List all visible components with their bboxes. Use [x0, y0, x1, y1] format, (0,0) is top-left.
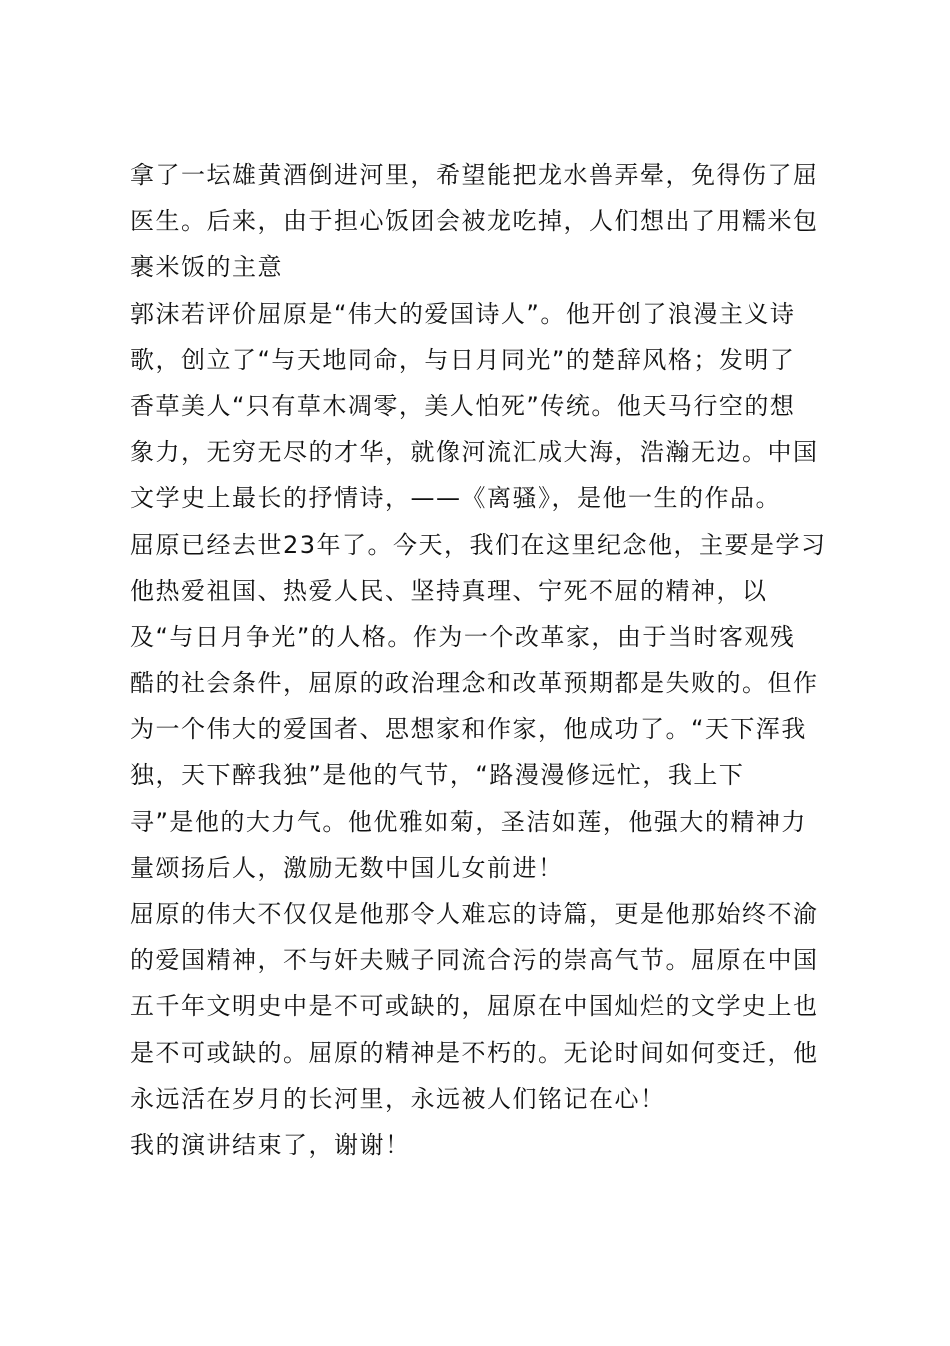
text-line: 象力，无穷无尽的才华，就像河流汇成大海，浩瀚无边。中国: [130, 438, 819, 467]
text-line: 及“与日月争光”的人格。作为一个改革家，由于当时客观残: [130, 622, 796, 651]
text-line: 酷的社会条件，屈原的政治理念和改革预期都是失败的。但作: [130, 669, 819, 698]
text-line: 五千年文明史中是不可或缺的，屈原在中国灿烂的文学史上也: [130, 992, 819, 1021]
text-line: 屈原已经去世23年了。今天，我们在这里纪念他，主要是学习: [130, 530, 827, 559]
text-line: 屈原的伟大不仅仅是他那令人难忘的诗篇，更是他那始终不渝: [130, 900, 819, 928]
text-line: 永远活在岁月的长河里，永远被人们铭记在心！: [130, 1084, 666, 1113]
text-line: 拿了一坛雄黄酒倒进河里，希望能把龙水兽弄晕，免得伤了屈: [130, 161, 819, 189]
text-line: 裹米饭的主意: [130, 253, 283, 282]
text-line: 寻”是他的大力气。他优雅如菊，圣洁如莲，他强大的精神力: [130, 807, 807, 836]
text-line: 量颂扬后人，激励无数中国儿女前进！: [130, 853, 564, 882]
text-line: 郭沫若评价屈原是“伟大的爱国诗人”。他开创了浪漫主义诗: [130, 299, 796, 328]
text-line: 歌，创立了“与天地同命，与日月同光”的楚辞风格；发明了: [130, 345, 796, 374]
text-line: 是不可或缺的。屈原的精神是不朽的。无论时间如何变迁，他: [130, 1038, 819, 1067]
text-line: 文学史上最长的抒情诗，——《离骚》，是他一生的作品。: [130, 484, 781, 513]
document-page: [130, 152, 830, 1168]
text-line: 独，天下醉我独”是他的气节，“路漫漫修远忙，我上下: [130, 761, 745, 790]
text-line: 的爱国精神，不与奸夫贼子同流合污的崇高气节。屈原在中国: [130, 946, 819, 975]
text-line: 为一个伟大的爱国者、思想家和作家，他成功了。“天下浑我: [130, 715, 807, 744]
text-line: 香草美人“只有草木凋零，美人怕死”传统。他天马行空的想: [130, 391, 796, 420]
text-line: 医生。后来，由于担心饭团会被龙吃掉，人们想出了用糯米包: [130, 207, 819, 236]
text-line: 他热爱祖国、热爱人民、坚持真理、宁死不屈的精神，以: [130, 576, 768, 605]
text-line: 我的演讲结束了，谢谢！: [130, 1130, 411, 1159]
